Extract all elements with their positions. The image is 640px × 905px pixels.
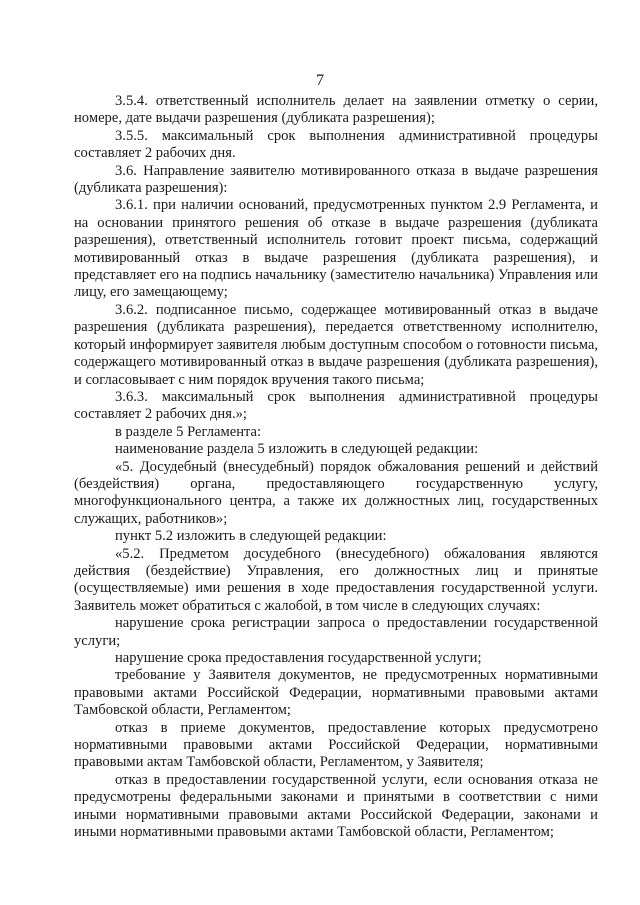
paragraph-case-term: нарушение срока предоставления государственной услуги;: [115, 650, 482, 666]
paragraph-case-registration: нарушение срока регистрации запроса о предоставлении государственной услуги;: [74, 615, 598, 649]
paragraph-section-5-title: «5. Досудебный (внесудебный) порядок обжалования решений и действий (бездействия) органа, предоставляющего государственную услугу, многофункционального центра, а также их должностных лиц, государственных служащих, работников»;: [74, 458, 598, 527]
paragraph-case-documents-demand: требование у Заявителя документов, не предусмотренных нормативными правовыми актами Российской Федерации, нормативными правовыми актами Тамбовской области, Регламентом;: [74, 667, 598, 719]
page-number: 7: [316, 72, 324, 89]
document-body: [74, 93, 598, 841]
paragraph-3-5-4: 3.5.4. ответственный исполнитель делает на заявлении отметку о серии, номере, дате выдачи разрешения (дубликата разрешения);: [74, 93, 598, 127]
paragraph-3-5-5: 3.5.5. максимальный срок выполнения административной процедуры составляет 2 рабочих дня.: [74, 127, 598, 162]
paragraph-3-6-3: 3.6.3. максимальный срок выполнения административной процедуры составляет 2 рабочих дня.»;: [74, 388, 598, 423]
paragraph-case-service-refusal: отказ в предоставлении государственной услуги, если основания отказа не предусмотрены федеральными законами и принятыми в соответствии с ними иными нормативными правовыми актами Российской Федерации, законами и иными нормативными правовыми актами Тамбовской области, Регламентом;: [74, 771, 598, 841]
paragraph-5-2-intro: пункт 5.2 изложить в следующей редакции:: [115, 528, 387, 545]
paragraph-3-6-1: 3.6.1. при наличии оснований, предусмотренных пунктом 2.9 Регламента, и на основании принятого решения об отказе в выдаче разрешения (дубликата разрешения), ответственный исполнитель готовит проект письма, содержащий мотивированный отказ в выдаче разрешения (дубликата разрешения), и представляет его на подпись начальнику (заместителю начальника) Управления или лицу, его замещающему;: [74, 197, 598, 301]
paragraph-3-6-2: 3.6.2. подписанное письмо, содержащее мотивированный отказ в выдаче разрешения (дубликата разрешения), передается ответственному исполнителю, который информирует заявителя любым доступным способом о готовности письма, содержащего мотивированный отказ в выдаче разрешения (дубликата разрешения), и согласовывает с ним порядок вручения такого письма;: [74, 301, 598, 388]
paragraph-section-5-title-intro: наименование раздела 5 изложить в следующей редакции:: [115, 441, 479, 458]
paragraph-3-6: 3.6. Направление заявителю мотивированного отказа в выдаче разрешения (дубликата разрешения):: [74, 162, 598, 197]
paragraph-case-documents-refusal: отказ в приеме документов, предоставление которых предусмотрено нормативными правовыми актами Российской Федерации, нормативными правовыми актам Тамбовской области, Регламентом, у Заявителя;: [74, 719, 598, 771]
paragraph-5-2: «5.2. Предметом досудебного (внесудебного) обжалования являются действия (бездействие) Управления, его должностных лиц и принятые (осуществляемые) ими решения в ходе предоставления государственной услуги. Заявитель может обратиться с жалобой, в том числе в следующих случаях:: [74, 545, 598, 614]
paragraph-section-5-intro: в разделе 5 Регламента:: [115, 423, 262, 440]
